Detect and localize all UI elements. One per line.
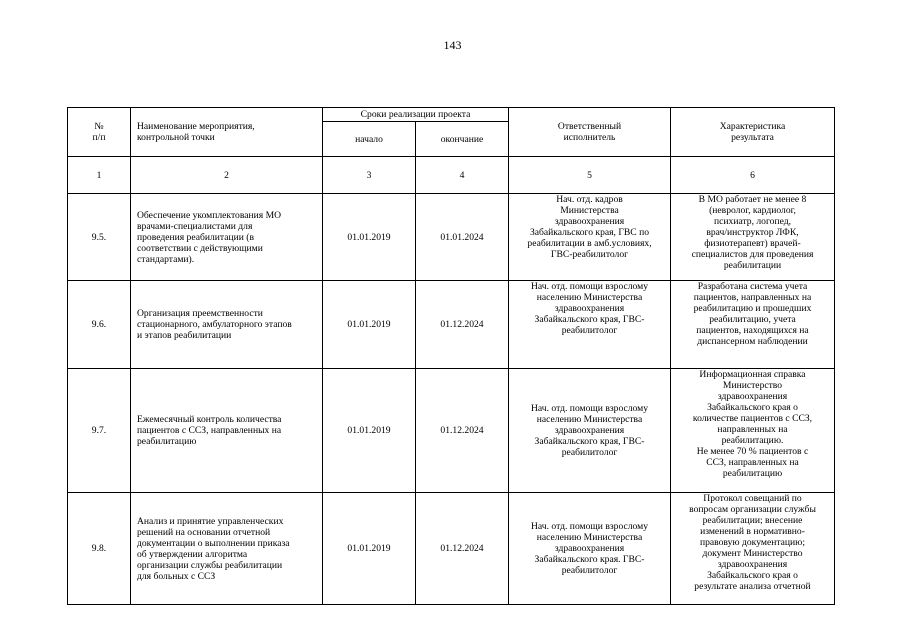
table-row bbox=[68, 493, 835, 605]
header-end: окончание bbox=[416, 122, 509, 157]
row-responsible: Нач. отд. помощи взрослому населению Министерства здравоохранения Забайкальского края, ГВС- реабилитолог bbox=[509, 281, 671, 369]
activity-plan-table bbox=[67, 107, 835, 605]
row-result: Информационная справка Министерство здравоохранения Забайкальского края о количестве пациентов с ССЗ, направленных на реабилитацию. Не менее 70 % пациентов с ССЗ, направленных на реабилитацию bbox=[671, 369, 835, 493]
row-num: 9.6. bbox=[68, 281, 131, 369]
row-num: 9.5. bbox=[68, 194, 131, 281]
row-end: 01.12.2024 bbox=[416, 369, 509, 493]
row-result: В МО работает не менее 8 (невролог, кардиолог, психиатр, логопед, врач/инструктор ЛФК, физиотерапевт) врачей- специалистов для проведения реабилитации bbox=[671, 194, 835, 281]
row-name: Анализ и принятие управленческих решений на основании отчетной документации о выполнении приказа об утверждении алгоритма организации службы реабилитации для больных с ССЗ bbox=[131, 493, 323, 605]
row-end: 01.12.2024 bbox=[416, 493, 509, 605]
header-row bbox=[68, 108, 835, 122]
column-number: 2 bbox=[131, 157, 323, 194]
page-number: 143 bbox=[443, 38, 462, 52]
column-number: 1 bbox=[68, 157, 131, 194]
row-name: Ежемесячный контроль количества пациентов с ССЗ, направленных на реабилитацию bbox=[131, 369, 323, 493]
table-row bbox=[68, 281, 835, 369]
table-row bbox=[68, 194, 835, 281]
header-name: Наименование мероприятия, контрольной точки bbox=[131, 108, 323, 157]
row-responsible: Нач. отд. кадров Министерства здравоохранения Забайкальского края, ГВС по реабилитации в амб.условиях, ГВС-реабилитолог bbox=[509, 194, 671, 281]
row-num: 9.7. bbox=[68, 369, 131, 493]
column-number: 4 bbox=[416, 157, 509, 194]
row-start: 01.01.2019 bbox=[323, 281, 416, 369]
row-end: 01.01.2024 bbox=[416, 194, 509, 281]
row-responsible: Нач. отд. помощи взрослому населению Министерства здравоохранения Забайкальского края, ГВС- реабилитолог bbox=[509, 369, 671, 493]
header-period: Сроки реализации проекта bbox=[323, 108, 509, 122]
row-name: Обеспечение укомплектования МО врачами-специалистами для проведения реабилитации (в соответствии с действующими стандартами). bbox=[131, 194, 323, 281]
row-name: Организация преемственности стационарного, амбулаторного этапов и этапов реабилитации bbox=[131, 281, 323, 369]
column-number: 5 bbox=[509, 157, 671, 194]
row-num: 9.8. bbox=[68, 493, 131, 605]
row-result: Разработана система учета пациентов, направленных на реабилитацию и прошедших реабилитацию, учета пациентов, находящихся на диспансерном наблюдении bbox=[671, 281, 835, 369]
header-start: начало bbox=[323, 122, 416, 157]
header-result: Характеристика результата bbox=[671, 108, 835, 157]
column-number-row bbox=[68, 157, 835, 194]
header-num: № п/п bbox=[68, 108, 131, 157]
column-number: 3 bbox=[323, 157, 416, 194]
row-result: Протокол совещаний по вопросам организации службы реабилитации; внесение изменений в нормативно- правовую документацию; документ Министерство здравоохранения Забайкальского края о результате анализа отчетной bbox=[671, 493, 835, 605]
header-responsible: Ответственный исполнитель bbox=[509, 108, 671, 157]
table-row bbox=[68, 369, 835, 493]
column-number: 6 bbox=[671, 157, 835, 194]
row-start: 01.01.2019 bbox=[323, 194, 416, 281]
row-responsible: Нач. отд. помощи взрослому населению Министерства здравоохранения Забайкальского края. ГВС- реабилитолог bbox=[509, 493, 671, 605]
row-end: 01.12.2024 bbox=[416, 281, 509, 369]
row-start: 01.01.2019 bbox=[323, 369, 416, 493]
row-start: 01.01.2019 bbox=[323, 493, 416, 605]
